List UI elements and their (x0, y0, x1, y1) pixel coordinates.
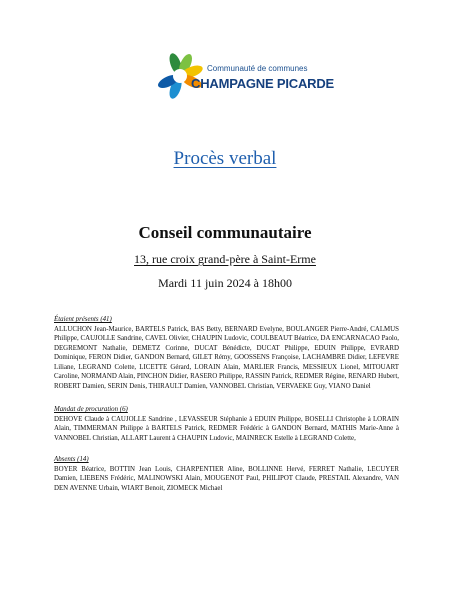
proxy-label: Mandat de procuration (6) (54, 406, 128, 413)
present-section (54, 315, 399, 391)
document-title: Procès verbal (173, 148, 277, 169)
champagne-picarde-logo (158, 52, 334, 102)
meeting-date: Mardi 11 juin 2024 à 18h00 (158, 276, 292, 290)
present-list: ALLUCHON Jean-Maurice, BARTELS Patrick, BAS Betty, BERNARD Evelyne, BOULANGER Pierre-André, CALMUS Philippe, CAUJOLLE Sandrine, CAVEL Olivier, CHAUPIN Ludovic, COULBEAUT Béatrice, DA ENCARNACAO Paolo, DEGREMONT Nathalie, DEMETZ Corinne, DUCAT Bénédicte, DUCAT Philippe, EDUIN Philippe, EVRARD Dominique, FERON Didier, GANDON Bernard, GILET Rémy, GOOSSENS Françoise, LACHAMBRE Didier, LEFEVRE Liliane, LEGRAND Colette, LICETTE Gérard, LORAIN Alain, MARLIER Francis, MESSIEUX Lionel, MITOUART Caroline, NORMAND Alain, PINCHON Didier, RASERO Philippe, RASSIN Patrick, REDMER Régine, RENARD Hubert, ROBERT Damien, SERIN Denis, THIRAULT Damien, VANNOBEL Christian, VERVAEKE Guy, VIANO Daniel (54, 325, 399, 390)
absent-section (54, 455, 399, 493)
meeting-heading: Conseil communautaire (138, 223, 312, 242)
logo-name: CHAMPAGNE PICARDE (191, 76, 334, 91)
proxy-list: DEHOVE Claude à CAUJOLLE Sandrine , LEVASSEUR Stéphanie à EDUIN Philippe, BOSELLI Christophe à LORAIN Alain, TIMMERMAN Philippe à BARTELS Patrick, REDMER Frédéric à GANDON Bernard, MATHIS Marie-Anne à VANNOBEL Christian, ALLART Laurent à CHAUPIN Ludovic, MAINRECK Estelle à LEGRAND Colette, (54, 415, 399, 442)
absent-list: BOYER Béatrice, BOTTIN Jean Louis, CHARPENTIER Aline, BOLLINNE Hervé, FERRET Nathalie, LECUYER Damien, LIEBENS Frédéric, MALINOWSKI Alain, MOUGENOT Paul, PHILIPOT Claude, PRESTAIL Alexandre, VAN DEN AVENNE Urbain, WIART Benoit, ZIOMECK Michael (54, 465, 399, 492)
meeting-address: 13, rue croix grand-père à Saint-Erme (134, 252, 316, 266)
absent-label: Absents (14) (54, 456, 89, 463)
present-label: Étaient présents (41) (54, 316, 112, 323)
proxy-section (54, 405, 399, 443)
logo-subtitle: Communauté de communes (207, 64, 308, 73)
